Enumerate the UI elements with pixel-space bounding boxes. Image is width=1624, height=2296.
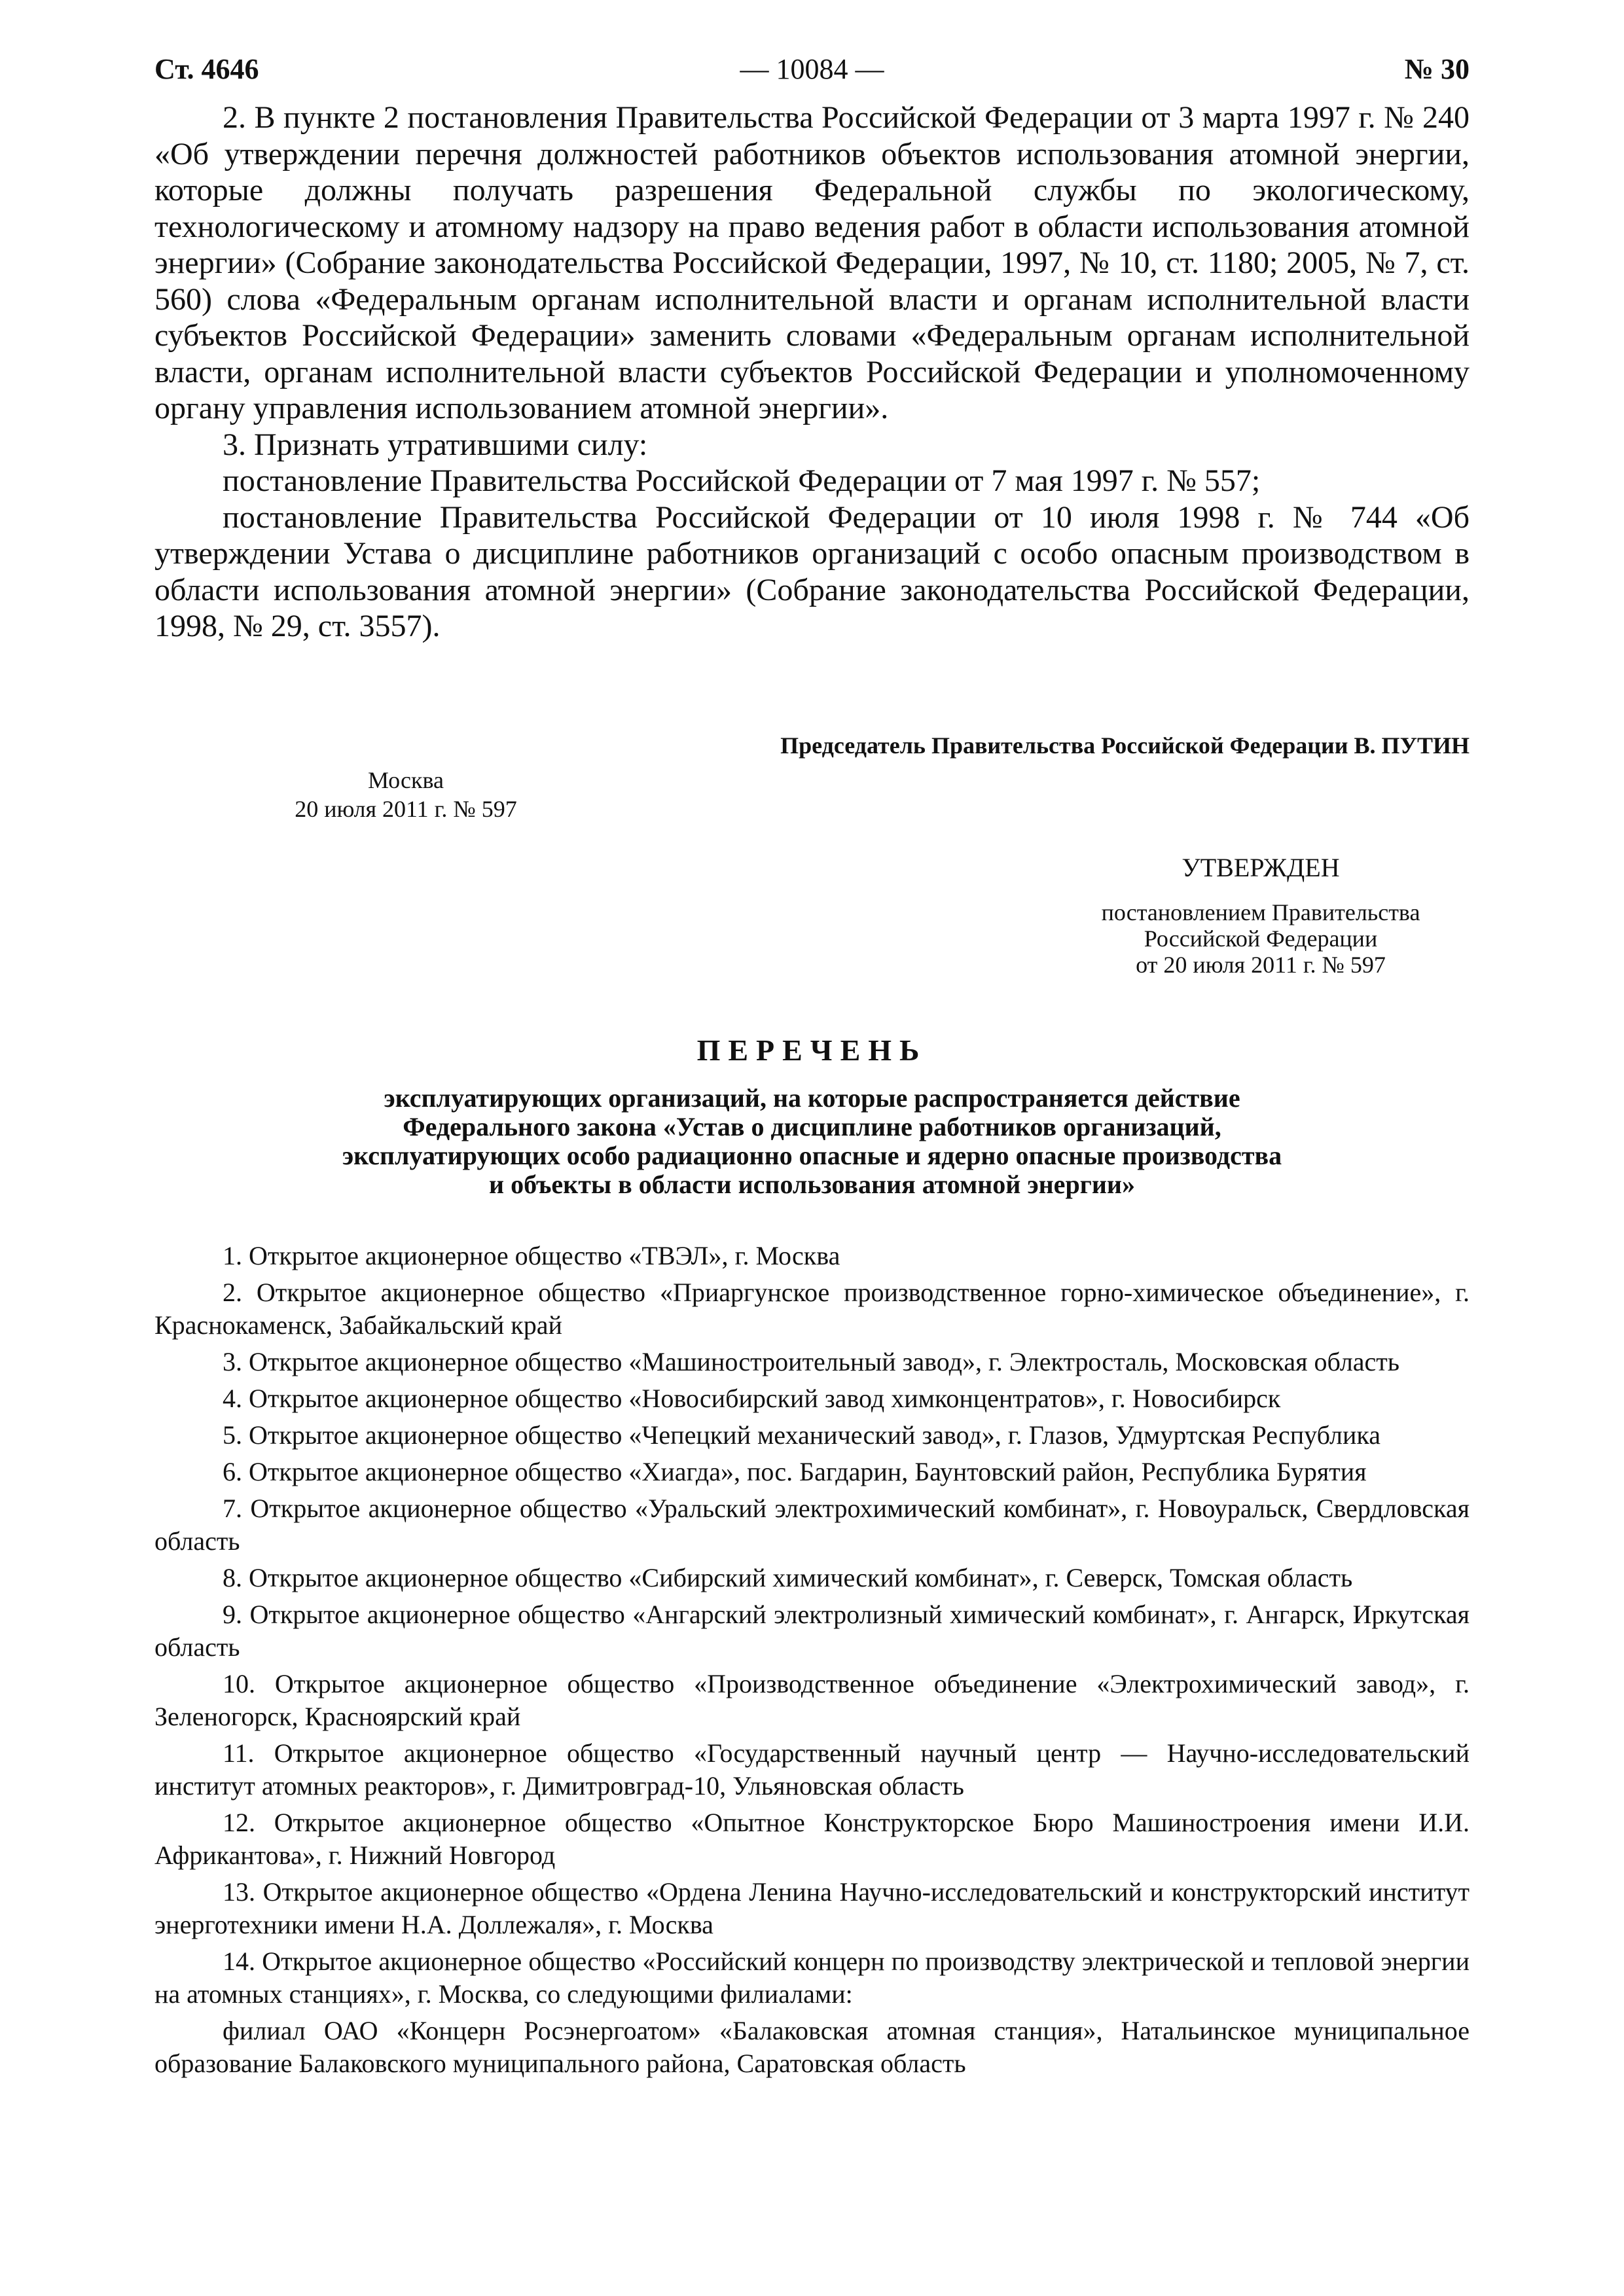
place-city: Москва xyxy=(368,767,444,793)
list-item: 7. Открытое акционерное общество «Уральский электрохимический комбинат», г. Новоуральск, Свердловская область xyxy=(154,1494,1470,1556)
paragraph: постановление Правительства Российской Федерации от 7 мая 1997 г. № 557; xyxy=(223,463,1261,498)
paragraph: 3. Признать утратившими силу: xyxy=(223,427,648,462)
list-item: 12. Открытое акционерное общество «Опытное Конструкторское Бюро Машиностроения имени И.И. Африкантова», г. Нижний Новгород xyxy=(154,1808,1470,1870)
list-item: 5. Открытое акционерное общество «Чепецкий механический завод», г. Глазов, Удмуртская Республика xyxy=(223,1420,1380,1450)
list-item: 13. Открытое акционерное общество «Ордена Ленина Научно-исследовательский и конструкторский институт энерготехники имени Н.А. Доллежаля», г. Москва xyxy=(154,1877,1470,1939)
article-number: Ст. 4646 xyxy=(154,53,259,85)
organization-list xyxy=(154,1240,1470,2084)
approval-line: постановлением Правительства xyxy=(1101,899,1420,925)
approval-line: от 20 июля 2011 г. № 597 xyxy=(1136,952,1386,978)
list-item: 14. Открытое акционерное общество «Российский концерн по производству электрической и тепловой энергии на атомных станциях», г. Москва, со следующими филиалами: xyxy=(154,1946,1470,2009)
approval-head: УТВЕРЖДЕН xyxy=(1182,853,1340,882)
list-item: 3. Открытое акционерное общество «Машиностроительный завод», г. Электросталь, Московская область xyxy=(223,1347,1400,1376)
place-date-block xyxy=(288,766,524,823)
list-item: 2. Открытое акционерное общество «Приаргунское производственное горно-химическое объединение», г. Краснокаменск, Забайкальский край xyxy=(154,1278,1470,1340)
issue-number: № 30 xyxy=(1404,53,1470,85)
list-item: 9. Открытое акционерное общество «Ангарский электролизный химический комбинат», г. Ангарск, Иркутская область xyxy=(154,1600,1470,1662)
decree-body xyxy=(154,99,1470,645)
list-title: ПЕРЕЧЕНЬ xyxy=(696,1033,928,1067)
place-date: 20 июля 2011 г. № 597 xyxy=(295,796,517,822)
list-item: 4. Открытое акционерное общество «Новосибирский завод химконцентратов», г. Новосибирск xyxy=(223,1384,1281,1413)
list-item: 11. Открытое акционерное общество «Государственный научный центр — Научно-исследовательский институт атомных реакторов», г. Димитровград-10, Ульяновская область xyxy=(154,1738,1470,1801)
approval-line: Российской Федерации xyxy=(1144,925,1378,952)
subtitle-line: эксплуатирующих особо радиационно опасные и ядерно опасные производства xyxy=(342,1141,1282,1170)
page-header xyxy=(154,52,1470,98)
list-item: 1. Открытое акционерное общество «ТВЭЛ», г. Москва xyxy=(223,1241,840,1270)
paragraph: 2. В пункте 2 постановления Правительства Российской Федерации от 3 марта 1997 г. № 240 «Об утверждении перечня должностей работников объектов использования атомной энергии, которые должны получать разрешения Федеральной службы по экологическому, технологическому и атомному надзору на право ведения работ в области использования атомной энергии» (Собрание законодательства Российской Федерации, 1997, № 10, ст. 1180; 2005, № 7, ст. 560) слова «Федеральным органам исполнительной власти и органам исполнительной власти субъектов Российской Федерации» заменить словами «Федеральным органам исполнительной власти, органам исполнительной власти субъектов Российской Федерации и уполномоченному органу управления использованием атомной энергии». xyxy=(154,100,1470,425)
subtitle-line: эксплуатирующих организаций, на которые распространяется действие xyxy=(384,1083,1240,1113)
paragraph: постановление Правительства Российской Федерации от 10 июля 1998 г. № 744 «Об утверждении Устава о дисциплине работников организаций с особо опасным производством в области использования атомной энергии» (Собрание законодательства Российской Федерации, 1998, № 29, ст. 3557). xyxy=(154,499,1470,643)
approval-stamp xyxy=(1058,855,1464,978)
list-item: 6. Открытое акционерное общество «Хиагда», пос. Багдарин, Баунтовский район, Республика Бурятия xyxy=(223,1457,1367,1486)
list-subtitle xyxy=(154,1084,1470,1199)
subtitle-line: и объекты в области использования атомной энергии» xyxy=(489,1170,1135,1199)
list-item: филиал ОАО «Концерн Росэнергоатом» «Балаковская атомная станция», Натальинское муниципальное образование Балаковского муниципального района, Саратовская область xyxy=(154,2016,1470,2078)
document-page xyxy=(154,0,1470,2296)
signature: Председатель Правительства Российской Федерации В. ПУТИН xyxy=(780,732,1470,759)
list-item: 10. Открытое акционерное общество «Производственное объединение «Электрохимический завод», г. Зеленогорск, Красноярский край xyxy=(154,1669,1470,1731)
page-number: — 10084 — xyxy=(740,53,884,85)
list-item: 8. Открытое акционерное общество «Сибирский химический комбинат», г. Северск, Томская область xyxy=(223,1563,1353,1592)
subtitle-line: Федерального закона «Устав о дисциплине работников организаций, xyxy=(403,1112,1221,1141)
